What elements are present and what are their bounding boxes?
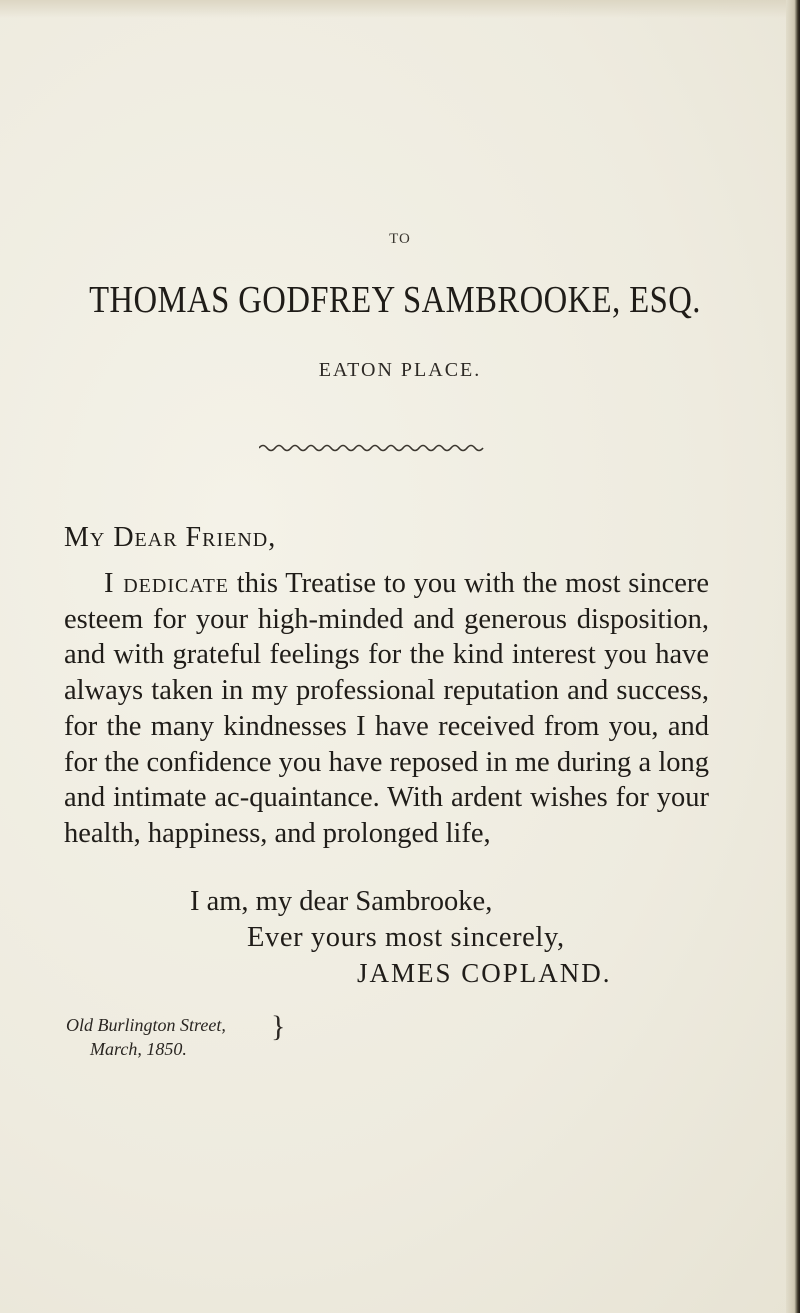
letter-closing-1: I am, my dear Sambrooke, xyxy=(190,886,493,917)
page-top-shadow xyxy=(0,0,800,18)
dedication-recipient: THOMAS GODFREY SAMBROOKE, ESQ. xyxy=(89,279,701,321)
place-date-block xyxy=(66,1013,226,1061)
page-binding-edge xyxy=(786,0,800,1313)
dedication-to: TO xyxy=(389,231,411,247)
letter-closing-2: Ever yours most sincerely, xyxy=(247,922,565,953)
letter-date: March, 1850. xyxy=(90,1039,187,1059)
letter-signature: JAMES COPLAND. xyxy=(357,958,612,988)
letter-salutation: My Dear Friend, xyxy=(64,522,277,553)
letter-lead-word: I dedicate xyxy=(104,568,230,599)
ornamental-rule xyxy=(259,440,487,454)
letter-body xyxy=(64,566,709,852)
letter-body-text: this Treatise to you with the most sincere esteem for your high-minded and generous disposition, and with grateful feelings for the kind interest you have always taken in my professional reputation and success, for the many kindnesses I have received from you, and for the confidence you have reposed in me during a long and intimate ac-quaintance. With ardent wishes for your health, happiness, and prolonged life, xyxy=(64,568,710,849)
brace-mark: } xyxy=(271,1010,286,1043)
dedication-address: EATON PLACE. xyxy=(318,359,482,381)
letter-place: Old Burlington Street, xyxy=(66,1015,226,1035)
